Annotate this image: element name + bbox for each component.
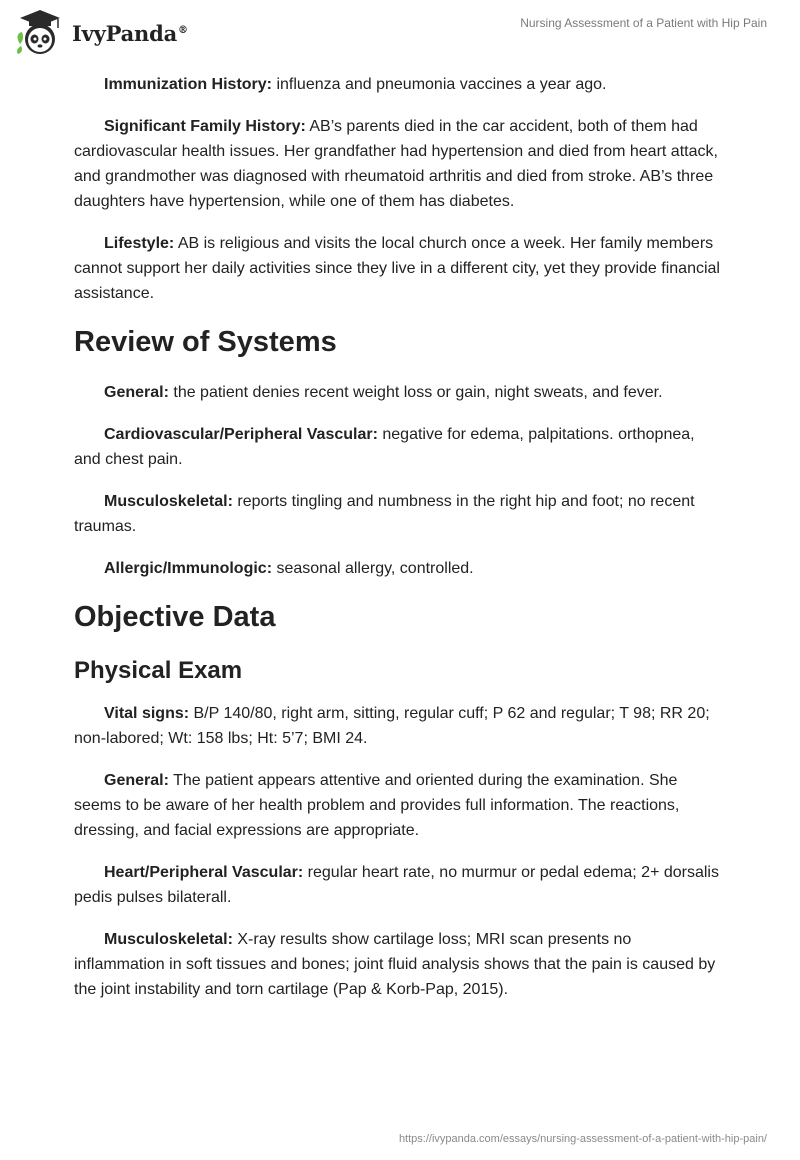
pe-musculo-label: Musculoskeletal: [104,931,233,948]
ros-musculo-paragraph [74,489,722,539]
lifestyle-paragraph [74,231,722,306]
ros-cardio-label: Cardiovascular/Peripheral Vascular: [104,426,378,443]
brand-name: IvyPanda® [72,20,188,46]
ros-cardio-paragraph [74,422,722,472]
registered-mark: ® [178,24,188,36]
pe-general-paragraph [74,768,722,843]
pe-musculo-paragraph [74,927,722,1002]
pe-general-text: The patient appears attentive and oriented during the examination. She seems to be aware of her health problem and provides full information. The reactions, dressing, and facial expressions are appropriate. [74,772,680,839]
pe-vitals-label: Vital signs: [104,705,190,722]
physical-exam-heading: Physical Exam [74,657,243,684]
family-history-paragraph [74,114,722,214]
family-history-text: AB’s parents died in the car accident, both of them had cardiovascular health issues. Her grandfather had hypertension and died from heart attack, and grandmother was diagnosed with rheumatoid arthritis and died from stroke. AB’s three daughters have hypertension, while one of them has diabetes. [74,118,718,210]
ros-general-label: General: [104,384,169,401]
page-header [0,0,800,60]
lifestyle-label: Lifestyle: [104,235,175,252]
immunization-label: Immunization History: [104,76,273,93]
ros-general-text: the patient denies recent weight loss or gain, night sweats, and fever. [168,384,663,401]
pe-vitals-text: B/P 140/80, right arm, sitting, regular cuff; P 62 and regular; T 98; RR 20; non-labored; Wt: 158 lbs; Ht: 5’7; BMI 24. [74,705,710,747]
immunization-paragraph [74,72,722,97]
pe-heart-text: regular heart rate, no murmur or pedal edema; 2+ dorsalis pedis pulses bilaterall. [74,864,719,906]
ivypanda-logo[interactable] [14,8,188,56]
essay-body [74,72,722,1019]
ros-musculo-text: reports tingling and numbness in the right hip and foot; no recent traumas. [74,493,695,535]
ros-musculo-label: Musculoskeletal: [104,493,233,510]
ros-cardio-text: negative for edema, palpitations. orthopnea, and chest pain. [74,426,695,468]
immunization-text: influenza and pneumonia vaccines a year ago. [272,76,607,93]
panda-graduate-icon [14,8,66,56]
family-history-label: Significant Family History: [104,118,306,135]
source-url-link[interactable]: https://ivypanda.com/essays/nursing-assessment-of-a-patient-with-hip-pain/ [398,1133,767,1145]
pe-heart-paragraph [74,860,722,910]
pe-general-label: General: [104,772,169,789]
review-of-systems-heading: Review of Systems [74,326,337,358]
document-title: Nursing Assessment of a Patient with Hip Pain [520,16,767,30]
pe-vitals-paragraph [74,701,722,751]
lifestyle-text: AB is religious and visits the local church once a week. Her family members cannot support her daily activities since they live in a different city, yet they provide financial assistance. [74,235,720,302]
ros-general-paragraph [74,380,722,405]
ros-allergic-text: seasonal allergy, controlled. [272,560,474,577]
ros-allergic-paragraph [74,556,722,581]
ros-allergic-label: Allergic/Immunologic: [104,560,273,577]
pe-heart-label: Heart/Peripheral Vascular: [104,864,304,881]
pe-musculo-text: X-ray results show cartilage loss; MRI scan presents no inflammation in soft tissues and bones; joint fluid analysis shows that the pain is caused by the joint instability and torn cartilage (Pap & Korb-Pap, 2015). [74,931,716,998]
objective-data-heading: Objective Data [74,601,276,633]
